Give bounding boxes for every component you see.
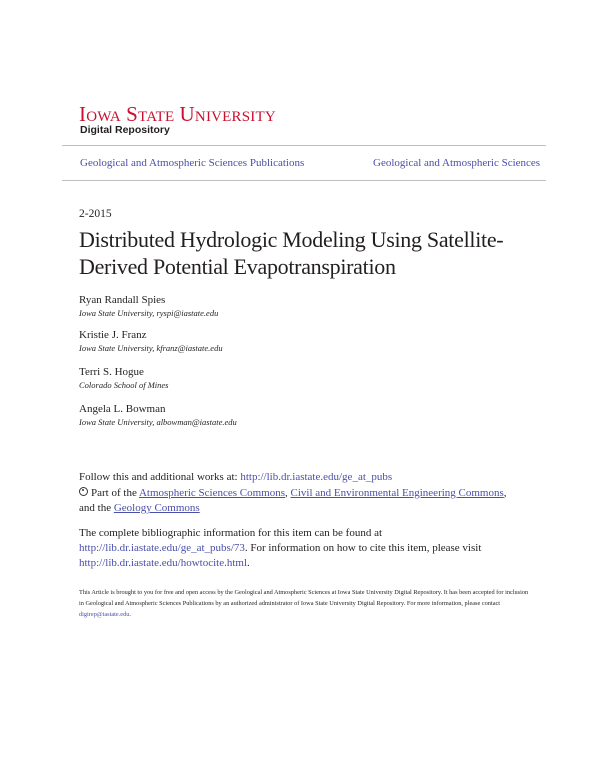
department-link[interactable]: Geological and Atmospheric Sciences xyxy=(373,157,541,169)
divider-bottom xyxy=(62,180,546,181)
author-block xyxy=(79,402,237,428)
publications-link[interactable]: Geological and Atmospheric Sciences Publications xyxy=(80,157,305,169)
article-title: Distributed Hydrologic Modeling Using Satellite-Derived Potential Evapotranspiration xyxy=(79,227,504,279)
atmospheric-sciences-commons-link[interactable]: Atmospheric Sciences Commons xyxy=(138,487,286,499)
divider-top xyxy=(62,145,546,146)
author-name: Angela L. Bowman xyxy=(79,403,166,415)
author-block xyxy=(79,328,223,354)
author-affiliation: Iowa State University, ryspi@iastate.edu xyxy=(79,308,219,318)
access-notice: This Article is brought to you for free and open access by the Geological and Atmospheric Sciences at Iowa State University Digital Repository. It has been accepted for inclusion in Geological and Atmospheric Sciences Publications by an authorized administrator of Iowa State University Digital Repository. For more information, please contact digirep@iastate.edu. xyxy=(79,589,529,618)
part-of-commons: Part of the Atmospheric Sciences Commons, Civil and Environmental Engineering Commons, and the Geology Commons xyxy=(79,487,507,514)
commons-icon xyxy=(79,487,88,496)
author-affiliation: Colorado School of Mines xyxy=(79,380,169,390)
author-block xyxy=(79,365,168,391)
civil-engineering-commons-link[interactable]: Civil and Environmental Engineering Commons xyxy=(290,487,504,499)
logo-subtitle: Digital Repository xyxy=(80,124,170,136)
bibliographic-info: The complete bibliographic information for this item can be found at http://lib.dr.iastate.edu/ge_at_pubs/73. For information on how to cite this item, please visit http://lib.dr.iastate.edu/howtocite.html. xyxy=(79,527,482,569)
author-block xyxy=(79,293,218,319)
author-name: Kristie J. Franz xyxy=(79,329,147,341)
contact-email-link[interactable]: digirep@iastate.edu xyxy=(79,611,130,618)
author-affiliation: Iowa State University, kfranz@iastate.edu xyxy=(79,343,223,353)
iowa-state-logo: IOWA STATE UNIVERSITY xyxy=(79,102,276,126)
author-name: Ryan Randall Spies xyxy=(79,294,166,306)
repository-url-link[interactable]: http://lib.dr.iastate.edu/ge_at_pubs xyxy=(240,471,393,483)
geology-commons-link[interactable]: Geology Commons xyxy=(113,502,200,514)
author-affiliation: Iowa State University, albowman@iastate.edu xyxy=(79,417,237,427)
follow-line: Follow this and additional works at: http://lib.dr.iastate.edu/ge_at_pubs xyxy=(79,471,393,483)
howtocite-link[interactable]: http://lib.dr.iastate.edu/howtocite.html xyxy=(79,557,248,569)
publication-date: 2-2015 xyxy=(79,208,112,220)
item-url-link[interactable]: http://lib.dr.iastate.edu/ge_at_pubs/73 xyxy=(79,542,245,554)
author-name: Terri S. Hogue xyxy=(79,366,144,378)
